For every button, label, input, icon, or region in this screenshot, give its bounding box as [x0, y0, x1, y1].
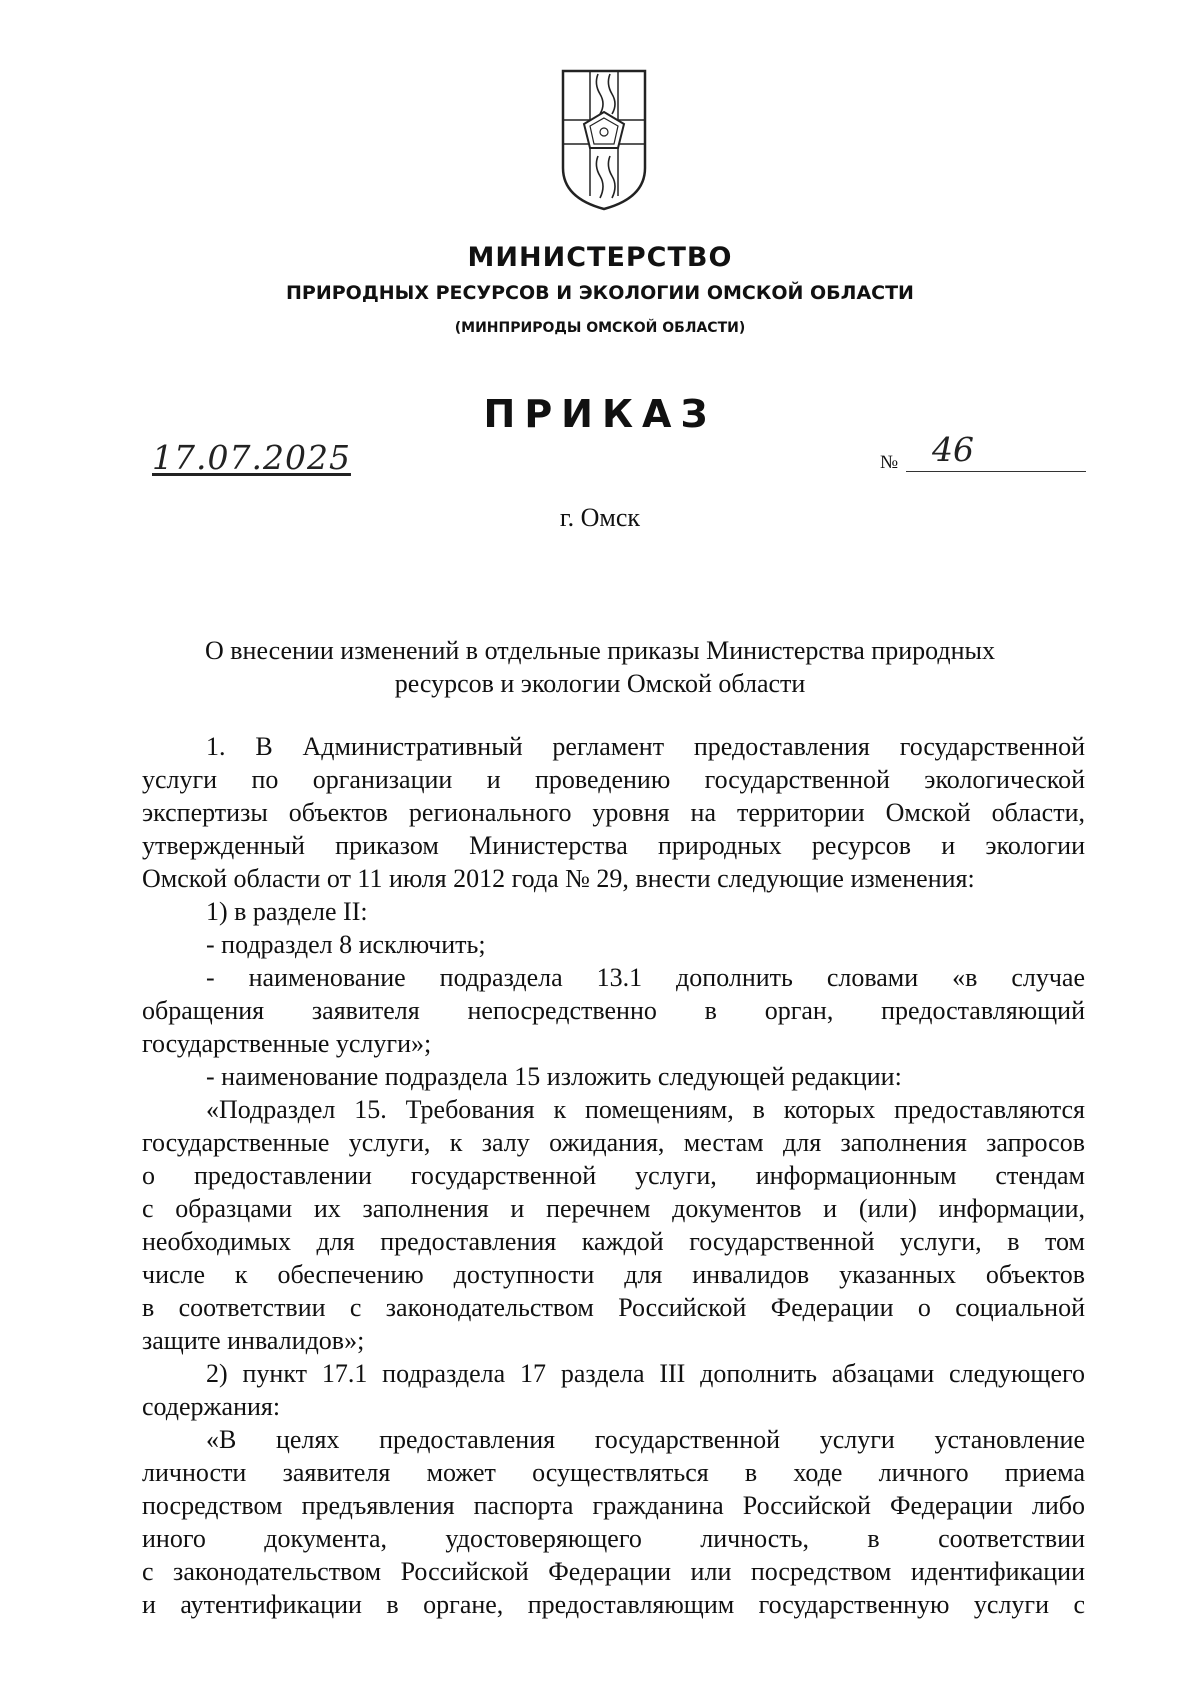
body-line: - подраздел 8 исключить; — [206, 930, 486, 959]
body-line: содержания: — [142, 1392, 281, 1421]
body-line: 1. В Административный регламент предоставления государственной — [206, 732, 1085, 761]
body-line: числе к обеспечению доступности для инвалидов указанных объектов — [142, 1260, 1085, 1289]
body-line: утвержденный приказом Министерства природных ресурсов и экологии — [142, 831, 1085, 860]
subject-line: ресурсов и экологии Омской области — [394, 669, 806, 698]
body-line: необходимых для предоставления каждой государственной услуги, в том — [142, 1227, 1085, 1256]
body-line: с образцами их заполнения и перечнем документов и (или) информации, — [142, 1194, 1085, 1223]
body-line: Омской области от 11 июля 2012 года № 29, внести следующие изменения: — [142, 864, 975, 893]
body-line: «В целях предоставления государственной услуги установление — [206, 1425, 1085, 1454]
body-line: с законодательством Российской Федерации или посредством идентификации — [142, 1557, 1085, 1586]
body-line: обращения заявителя непосредственно в орган, предоставляющий — [142, 996, 1085, 1025]
body-line: 2) пункт 17.1 подраздела 17 раздела III дополнить абзацами следующего — [206, 1359, 1085, 1388]
body-line: и аутентификации в органе, предоставляющим государственную услуги с — [142, 1590, 1085, 1619]
subject-line: О внесении изменений в отдельные приказы Министерства природных — [205, 636, 995, 665]
body-line: защите инвалидов»; — [142, 1326, 365, 1355]
ministry-abbreviation: (МИНПРИРОДЫ ОМСКОЙ ОБЛАСТИ) — [454, 320, 746, 336]
body-line: личности заявителя может осуществляться в ходе личного приема — [142, 1458, 1085, 1487]
body-line: иного документа, удостоверяющего личность, в соответствии — [142, 1524, 1085, 1553]
order-subject — [0, 634, 1200, 700]
order-date: 17.07.2025 — [152, 438, 351, 477]
body-line: 1) в разделе II: — [206, 897, 368, 926]
body-line: в соответствии с законодательством Российской Федерации о социальной — [142, 1293, 1085, 1322]
ministry-full-name: ПРИРОДНЫХ РЕСУРСОВ И ЭКОЛОГИИ ОМСКОЙ ОБЛАСТИ — [286, 282, 914, 304]
body-line: экспертизы объектов регионального уровня на территории Омской области, — [142, 798, 1085, 827]
body-line: государственные услуги»; — [142, 1029, 432, 1058]
body-line: - наименование подраздела 13.1 дополнить словами «в случае — [206, 963, 1085, 992]
ministry-name: МИНИСТЕРСТВО — [467, 242, 733, 273]
omsk-coat-of-arms-icon — [560, 68, 648, 212]
body-line: о предоставлении государственной услуги, информационным стендам — [142, 1161, 1085, 1190]
body-line: - наименование подраздела 15 изложить следующей редакции: — [206, 1062, 902, 1091]
document-title: ПРИКАЗ — [483, 392, 717, 436]
body-line: «Подраздел 15. Требования к помещениям, в которых предоставляются — [206, 1095, 1085, 1124]
order-body — [142, 730, 1085, 1621]
body-line: государственные услуги, к залу ожидания, местам для заполнения запросов — [142, 1128, 1085, 1157]
order-city: г. Омск — [559, 503, 641, 532]
body-line: посредством предъявления паспорта гражданина Российской Федерации либо — [142, 1491, 1085, 1520]
order-number: 46 — [906, 430, 1086, 472]
order-number-label: № — [880, 452, 899, 473]
body-line: услуги по организации и проведению государственной экологической — [142, 765, 1085, 794]
